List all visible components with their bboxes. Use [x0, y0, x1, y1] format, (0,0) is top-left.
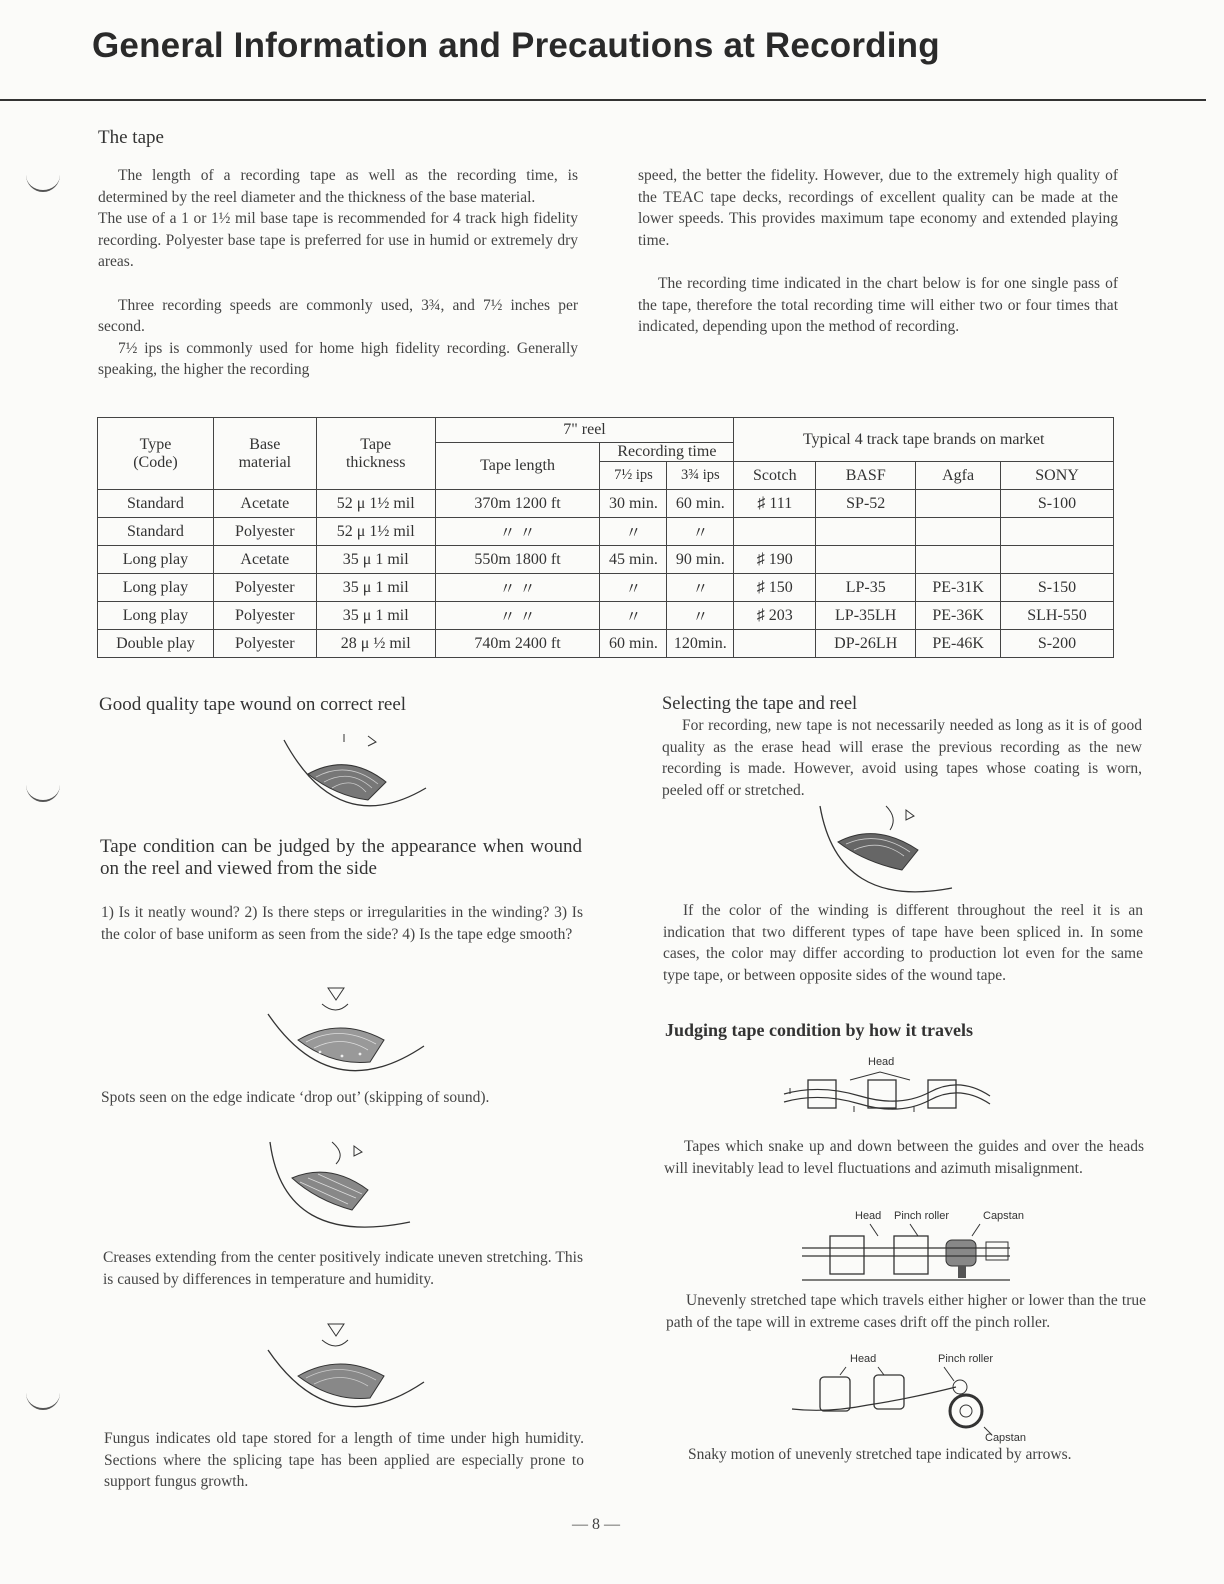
header-rule — [0, 99, 1206, 101]
table-cell: Polyester — [213, 602, 316, 630]
table-cell — [1001, 518, 1114, 546]
table-cell: ♯ 150 — [734, 574, 816, 602]
heading-judging: Judging tape condition by how it travels — [665, 1020, 974, 1040]
table-cell — [734, 630, 816, 658]
table-body — [98, 490, 1114, 658]
table-cell: Long play — [98, 574, 214, 602]
page-number: — 8 — — [572, 1516, 620, 1533]
header-thickness: Tape thickness — [316, 418, 435, 490]
table-cell: 60 min. — [600, 630, 667, 658]
reel-creases-illustration — [264, 1138, 414, 1242]
tape-spec-table — [97, 417, 1114, 658]
punch-hole-mark — [26, 168, 60, 192]
tape-right-column — [638, 165, 1118, 338]
header-sony: SONY — [1001, 462, 1114, 490]
paragraph-selecting: For recording, new tape is not necessarily needed as long as it is of good quality as the erase head will erase the previous recording as the new recording is made. However, avoid using tapes whose coating is worn, peeled off or stretched. — [662, 717, 1142, 799]
table-cell: ♯ 190 — [734, 546, 816, 574]
table-cell: 60 min. — [667, 490, 734, 518]
header-brands: Typical 4 track tape brands on market — [734, 418, 1114, 462]
table-cell: Standard — [98, 490, 214, 518]
table-cell: 370m 1200 ft — [435, 490, 600, 518]
table-cell: Long play — [98, 546, 214, 574]
table-cell: S-200 — [1001, 630, 1114, 658]
table-row — [98, 518, 1114, 546]
table-cell — [816, 546, 916, 574]
table-cell — [1001, 546, 1114, 574]
label-pinch-roller: Pinch roller — [938, 1353, 994, 1365]
label-head: Head — [855, 1210, 882, 1222]
heading-tape-condition: Tape condition can be judged by the appearance when wound on the reel and viewed from the side — [100, 836, 582, 879]
table-row — [98, 490, 1114, 518]
header-basf: BASF — [816, 462, 916, 490]
header-agfa: Agfa — [916, 462, 1001, 490]
table-cell — [816, 518, 916, 546]
table-cell — [916, 546, 1001, 574]
paragraph-spots: Spots seen on the edge indicate ‘drop out’ (skipping of sound). — [101, 1089, 490, 1106]
table-cell: Polyester — [213, 630, 316, 658]
table-row — [98, 630, 1114, 658]
reel-fungus-illustration — [262, 1318, 430, 1418]
table-cell: LP-35 — [816, 574, 916, 602]
table-cell: SP-52 — [816, 490, 916, 518]
table-cell: 35 μ 1 mil — [316, 574, 435, 602]
table-cell: 〃 — [600, 518, 667, 546]
paragraph-questions: 1) Is it neatly wound? 2) Is there steps or irregularities in the winding? 3) Is the color of base uniform as seen from the side? 4) Is the tape edge smooth? — [101, 904, 583, 943]
tape-stretch-diagram — [800, 1222, 1016, 1284]
paragraph-creases: Creases extending from the center positively indicate uneven stretching. This is caused by differences in temperature and humidity. — [103, 1249, 583, 1288]
page-title: General Information and Precautions at Recording — [92, 26, 940, 65]
paragraph: The length of a recording tape as well as the recording time, is determined by the reel diameter and the thickness of the base material. — [98, 167, 578, 206]
table-cell — [734, 518, 816, 546]
paragraph: Three recording speeds are commonly used, 3¾, and 7½ inches per second. — [98, 296, 578, 335]
table-cell: Acetate — [213, 490, 316, 518]
table-cell: 〃 — [600, 574, 667, 602]
table-row — [98, 602, 1114, 630]
header-scotch: Scotch — [734, 462, 816, 490]
label-pinch-roller: Pinch roller — [894, 1210, 950, 1222]
punch-hole-mark — [26, 1386, 60, 1410]
paragraph: The use of a 1 or 1½ mil base tape is recommended for 4 track high fidelity recording. Polyester base tape is preferred for use in humid or extremely dry areas. — [98, 210, 578, 270]
table-cell: 30 min. — [600, 490, 667, 518]
table-cell: Acetate — [213, 546, 316, 574]
header-recording-time: Recording time — [600, 443, 734, 462]
table-cell: 〃 — [600, 602, 667, 630]
table-cell: DP-26LH — [816, 630, 916, 658]
table-row — [98, 546, 1114, 574]
paragraph: The recording time indicated in the chart below is for one single pass of the tape, therefore the total recording time will either two or four times that indicated, depending upon the method of recording. — [638, 275, 1118, 335]
paragraph-uneven: Unevenly stretched tape which travels either higher or lower than the true path of the tape will in extreme cases drift off the pinch roller. — [666, 1292, 1146, 1331]
paragraph: 7½ ips is commonly used for home high fidelity recording. Generally speaking, the higher the recording — [98, 339, 578, 378]
table-cell: 〃 — [667, 518, 734, 546]
table-cell: ♯ 203 — [734, 602, 816, 630]
table-cell: S-100 — [1001, 490, 1114, 518]
label-head: Head — [850, 1353, 877, 1365]
table-cell: LP-35LH — [816, 602, 916, 630]
heading-selecting: Selecting the tape and reel — [662, 694, 858, 714]
table-cell: S-150 — [1001, 574, 1114, 602]
table-cell — [916, 490, 1001, 518]
section-heading-tape: The tape — [98, 127, 164, 148]
label-head: Head — [868, 1056, 895, 1068]
paragraph-fungus: Fungus indicates old tape stored for a length of time under high humidity. Sections where the splicing tape has been applied are especially prone to support fungus growth. — [104, 1430, 584, 1490]
paragraph-color: If the color of the winding is different throughout the reel it is an indication that two different types of tape have been spliced in. In some cases, the color may differ according to production lot even for the same type tape, or between opposite sides of the wound tape. — [663, 902, 1143, 984]
header-ips-hi: 7½ ips — [600, 462, 667, 490]
paragraph-snaky: Snaky motion of unevenly stretched tape indicated by arrows. — [688, 1446, 1072, 1463]
table-cell: 〃 〃 — [435, 518, 600, 546]
table-row — [98, 574, 1114, 602]
table-cell: 〃 〃 — [435, 574, 600, 602]
table-cell: PE-46K — [916, 630, 1001, 658]
table-cell: 120min. — [667, 630, 734, 658]
header-ips-lo: 3¾ ips — [667, 462, 734, 490]
label-capstan: Capstan — [983, 1210, 1024, 1222]
table-cell: 〃 — [667, 602, 734, 630]
table-cell: Standard — [98, 518, 214, 546]
table-cell: 45 min. — [600, 546, 667, 574]
label-capstan: Capstan — [985, 1432, 1026, 1444]
table-cell: SLH-550 — [1001, 602, 1114, 630]
table-cell: 28 μ ½ mil — [316, 630, 435, 658]
table-cell: PE-36K — [916, 602, 1001, 630]
table-cell: 35 μ 1 mil — [316, 602, 435, 630]
table-cell: 〃 〃 — [435, 602, 600, 630]
tape-left-column — [98, 165, 578, 381]
paragraph-snake: Tapes which snake up and down between the guides and over the heads will inevitably lead to level fluctuations and azimuth misalignment. — [664, 1138, 1144, 1177]
table-cell: Long play — [98, 602, 214, 630]
table-cell: 550m 1800 ft — [435, 546, 600, 574]
table-cell: 52 μ 1½ mil — [316, 490, 435, 518]
header-type: Type (Code) — [98, 418, 214, 490]
table-cell: Double play — [98, 630, 214, 658]
reel-spots-illustration — [262, 982, 430, 1082]
table-cell: PE-31K — [916, 574, 1001, 602]
header-tape-length: Tape length — [435, 443, 600, 490]
table-cell: Polyester — [213, 518, 316, 546]
tape-snake-diagram — [780, 1066, 994, 1116]
table-header-row — [98, 418, 1114, 443]
reel-selecting-illustration — [814, 800, 958, 900]
paragraph: speed, the better the fidelity. However, due to the extremely high quality of the TEAC tape decks, recordings of excellent quality can be made at the lower speeds. This provides maximum tape economy and extended playing time. — [638, 167, 1118, 249]
table-cell: 〃 — [667, 574, 734, 602]
header-base: Base material — [213, 418, 316, 490]
table-cell: 90 min. — [667, 546, 734, 574]
table-cell: ♯ 111 — [734, 490, 816, 518]
table-cell: Polyester — [213, 574, 316, 602]
reel-good-illustration — [278, 730, 438, 828]
tape-snaky-diagram — [788, 1365, 1008, 1435]
table-cell — [916, 518, 1001, 546]
heading-good-quality: Good quality tape wound on correct reel — [99, 694, 407, 715]
table-cell: 35 μ 1 mil — [316, 546, 435, 574]
header-reel: 7" reel — [435, 418, 734, 443]
table-cell: 52 μ 1½ mil — [316, 518, 435, 546]
table-cell: 740m 2400 ft — [435, 630, 600, 658]
punch-hole-mark — [26, 778, 60, 802]
